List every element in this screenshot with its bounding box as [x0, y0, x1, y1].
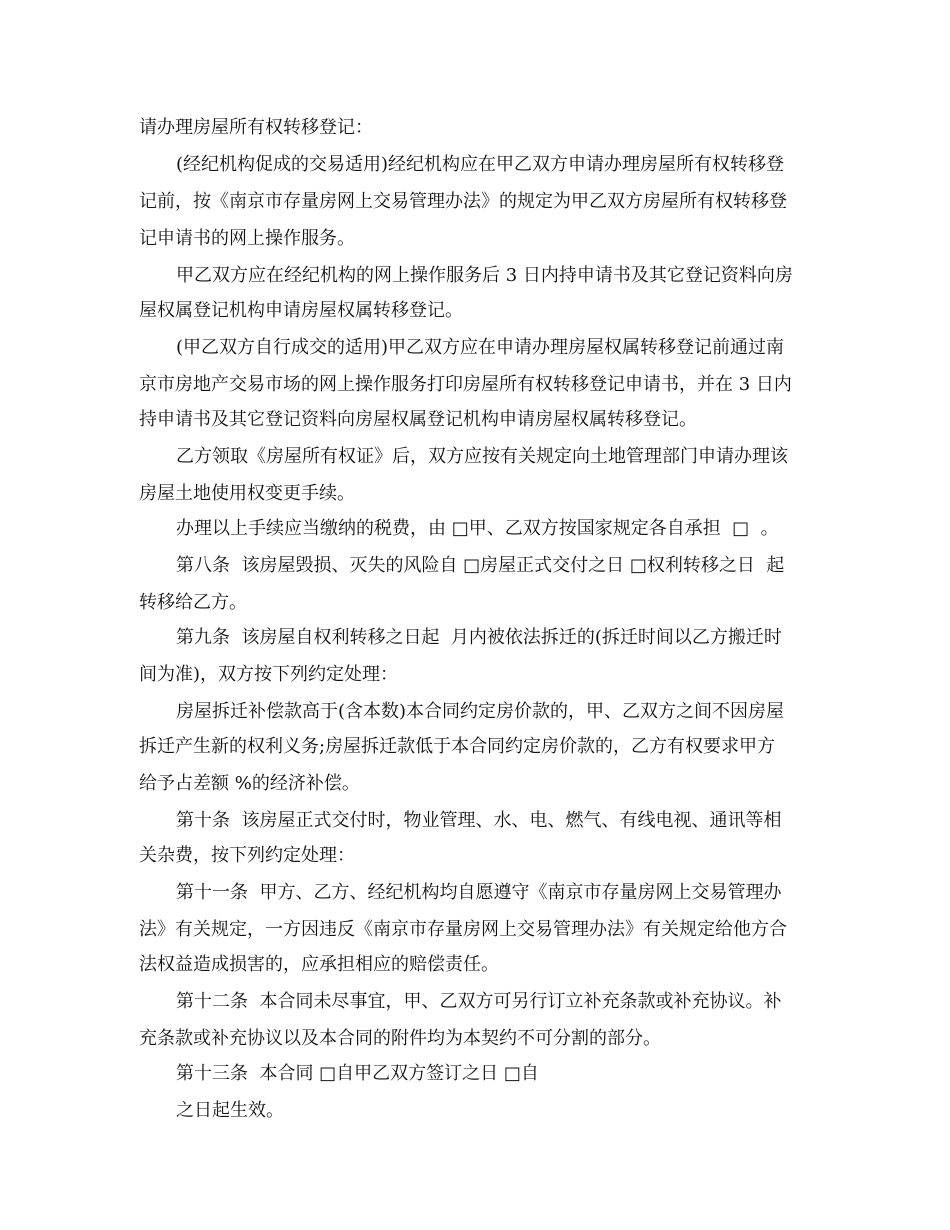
text-line: 第十一条 甲方、乙方、经纪机构均自愿遵守《南京市存量房网上交易管理办	[176, 882, 782, 903]
text-line: 给予占差额 %的经济补偿。	[139, 773, 360, 794]
text-line: 办理以上手续应当缴纳的税费，由 □甲、乙双方按国家规定各自承担 □ 。	[176, 518, 779, 539]
text-line: 充条款或补充协议以及本合同的附件均为本契约不可分割的部分。	[139, 1028, 661, 1049]
text-line: 第十三条 本合同 □自甲乙双方签订之日 □自	[176, 1063, 539, 1084]
text-line: (经纪机构促成的交易适用)经纪机构应在甲乙双方申请办理房屋所有权转移登	[176, 154, 785, 175]
text-line: 记申请书的网上操作服务。	[139, 228, 355, 249]
text-line: 第九条 该房屋自权利转移之日起 月内被依法拆迁的(拆迁时间以乙方搬迁时	[176, 627, 782, 648]
text-line: 转移给乙方。	[139, 592, 247, 613]
text-line: 甲乙双方应在经纪机构的网上操作服务后 3 日内持申请书及其它登记资料向房	[176, 265, 793, 286]
text-line: (甲乙双方自行成交的适用)甲乙双方应在申请办理房屋权属转移登记前通过南	[176, 337, 785, 358]
text-line: 房屋拆迁补偿款高于(含本数)本合同约定房价款的，甲、乙双方之间不因房屋	[176, 701, 785, 722]
text-line: 记前，按《南京市存量房网上交易管理办法》的规定为甲乙双方房屋所有权转移登	[139, 191, 787, 212]
text-line: 之日起生效。	[176, 1100, 284, 1121]
text-line: 屋权属登记机构申请房屋权属转移登记。	[139, 300, 463, 321]
text-line: 第十二条 本合同未尽事宜，甲、乙双方可另行订立补充条款或补充协议。补	[176, 991, 782, 1012]
text-line: 间为准)，双方按下列约定处理：	[139, 664, 399, 685]
text-line: 关杂费，按下列约定处理：	[139, 845, 355, 866]
text-line: 乙方领取《房屋所有权证》后，双方应按有关规定向土地管理部门申请办理该	[176, 446, 788, 467]
text-line: 法权益造成损害的，应承担相应的赔偿责任。	[139, 954, 499, 975]
text-line: 房屋土地使用权变更手续。	[139, 483, 355, 504]
text-line: 拆迁产生新的权利义务;房屋拆迁款低于本合同约定房价款的，乙方有权要求甲方	[139, 736, 776, 757]
text-line: 法》有关规定，一方因违反《南京市存量房网上交易管理办法》有关规定给他方合	[139, 919, 787, 940]
text-line: 持申请书及其它登记资料向房屋权属登记机构申请房屋权属转移登记。	[139, 409, 697, 430]
text-line: 京市房地产交易市场的网上操作服务打印房屋所有权转移登记申请书，并在 3 日内	[139, 374, 792, 395]
text-line: 请办理房屋所有权转移登记：	[139, 117, 373, 138]
text-line: 第八条 该房屋毁损、灭失的风险自 □房屋正式交付之日 □权利转移之日 起	[176, 555, 785, 576]
text-line: 第十条 该房屋正式交付时，物业管理、水、电、燃气、有线电视、通讯等相	[176, 810, 782, 831]
